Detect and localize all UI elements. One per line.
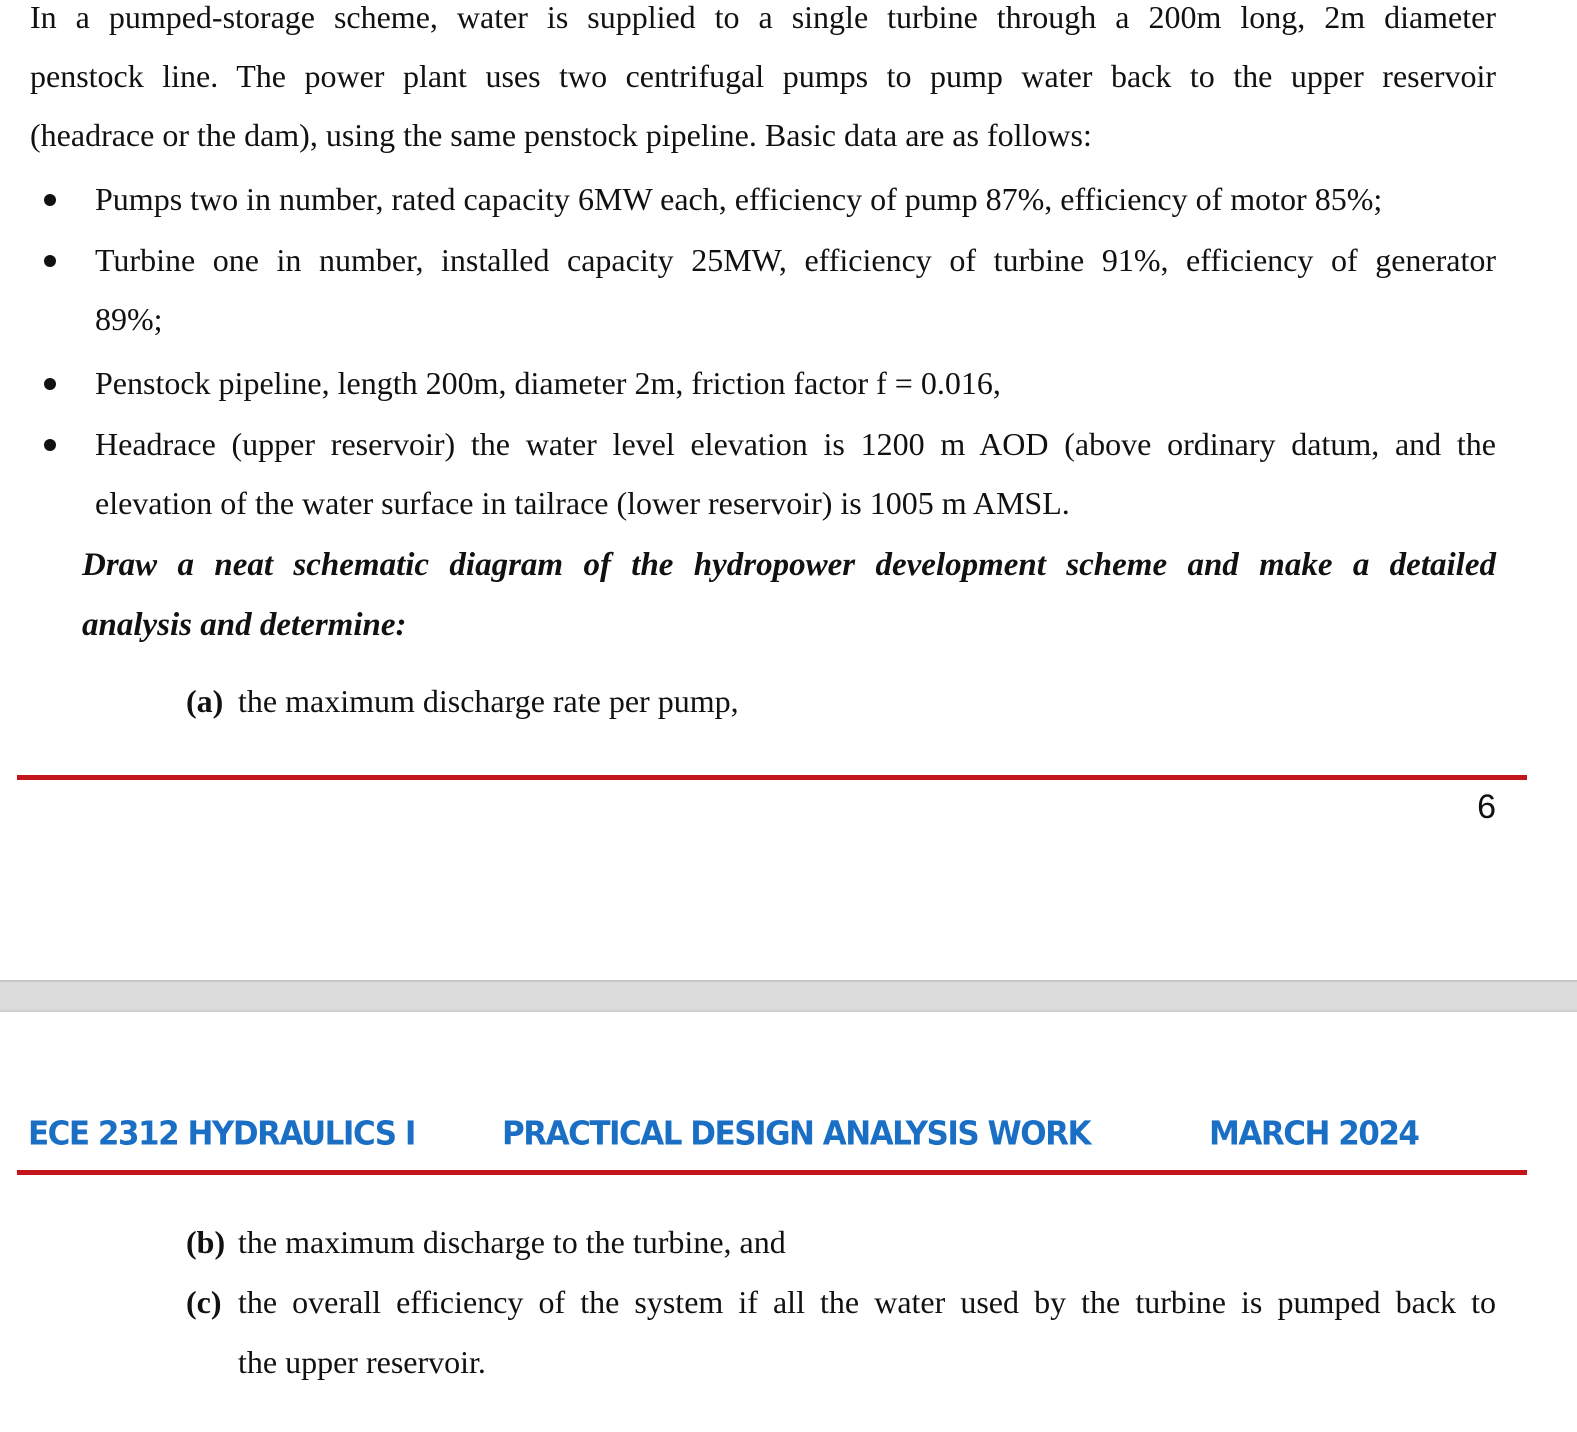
bullet-dot-icon (44, 439, 56, 451)
intro-paragraph (30, 0, 1496, 165)
footer-rule (17, 775, 1527, 780)
header-title: PRACTICAL DESIGN ANALYSIS WORK (502, 1115, 1090, 1153)
question-line: the maximum discharge to the turbine, and (238, 1224, 786, 1260)
header-rule (17, 1170, 1527, 1175)
question-line: the maximum discharge rate per pump, (238, 683, 739, 719)
instruction-line: analysis and determine: (82, 607, 407, 643)
instruction-paragraph (82, 535, 1496, 655)
bullet-dot-icon (44, 378, 56, 390)
bullet-dot-icon (44, 255, 56, 267)
bullet-line: Turbine one in number, installed capacity 25MW, efficiency of turbine 91%, efficiency of generator (95, 242, 1496, 278)
header-date: MARCH 2024 (1209, 1115, 1419, 1153)
intro-line: (headrace or the dam), using the same penstock pipeline. Basic data are as follows: (30, 117, 1092, 153)
header-course: ECE 2312 HYDRAULICS I (28, 1115, 415, 1153)
question-marker: (b) (186, 1224, 226, 1260)
question-marker: (c) (186, 1284, 222, 1320)
question-line: the overall efficiency of the system if all the water used by the turbine is pumped back to (238, 1284, 1496, 1320)
intro-line: In a pumped-storage scheme, water is supplied to a single turbine through a 200m long, 2m diameter (30, 0, 1496, 35)
bullet-line: elevation of the water surface in tailrace (lower reservoir) is 1005 m AMSL. (95, 485, 1070, 521)
question-marker: (a) (186, 683, 224, 719)
instruction-line: Draw a neat schematic diagram of the hydropower development scheme and make a detailed (82, 547, 1496, 583)
intro-line: penstock line. The power plant uses two centrifugal pumps to pump water back to the upper reservoir (30, 58, 1496, 94)
bullet-line: 89%; (95, 301, 163, 337)
bullet-line: Pumps two in number, rated capacity 6MW each, efficiency of pump 87%, efficiency of motor 85%; (95, 181, 1383, 217)
question-line: the upper reservoir. (238, 1344, 486, 1380)
page-gap (0, 980, 1577, 1012)
bullet-line: Headrace (upper reservoir) the water level elevation is 1200 m AOD (above ordinary datum, and the (95, 426, 1496, 462)
bullet-dot-icon (44, 194, 56, 206)
bullet-line: Penstock pipeline, length 200m, diameter 2m, friction factor f = 0.016, (95, 365, 1001, 401)
page-number: 6 (1477, 788, 1496, 826)
